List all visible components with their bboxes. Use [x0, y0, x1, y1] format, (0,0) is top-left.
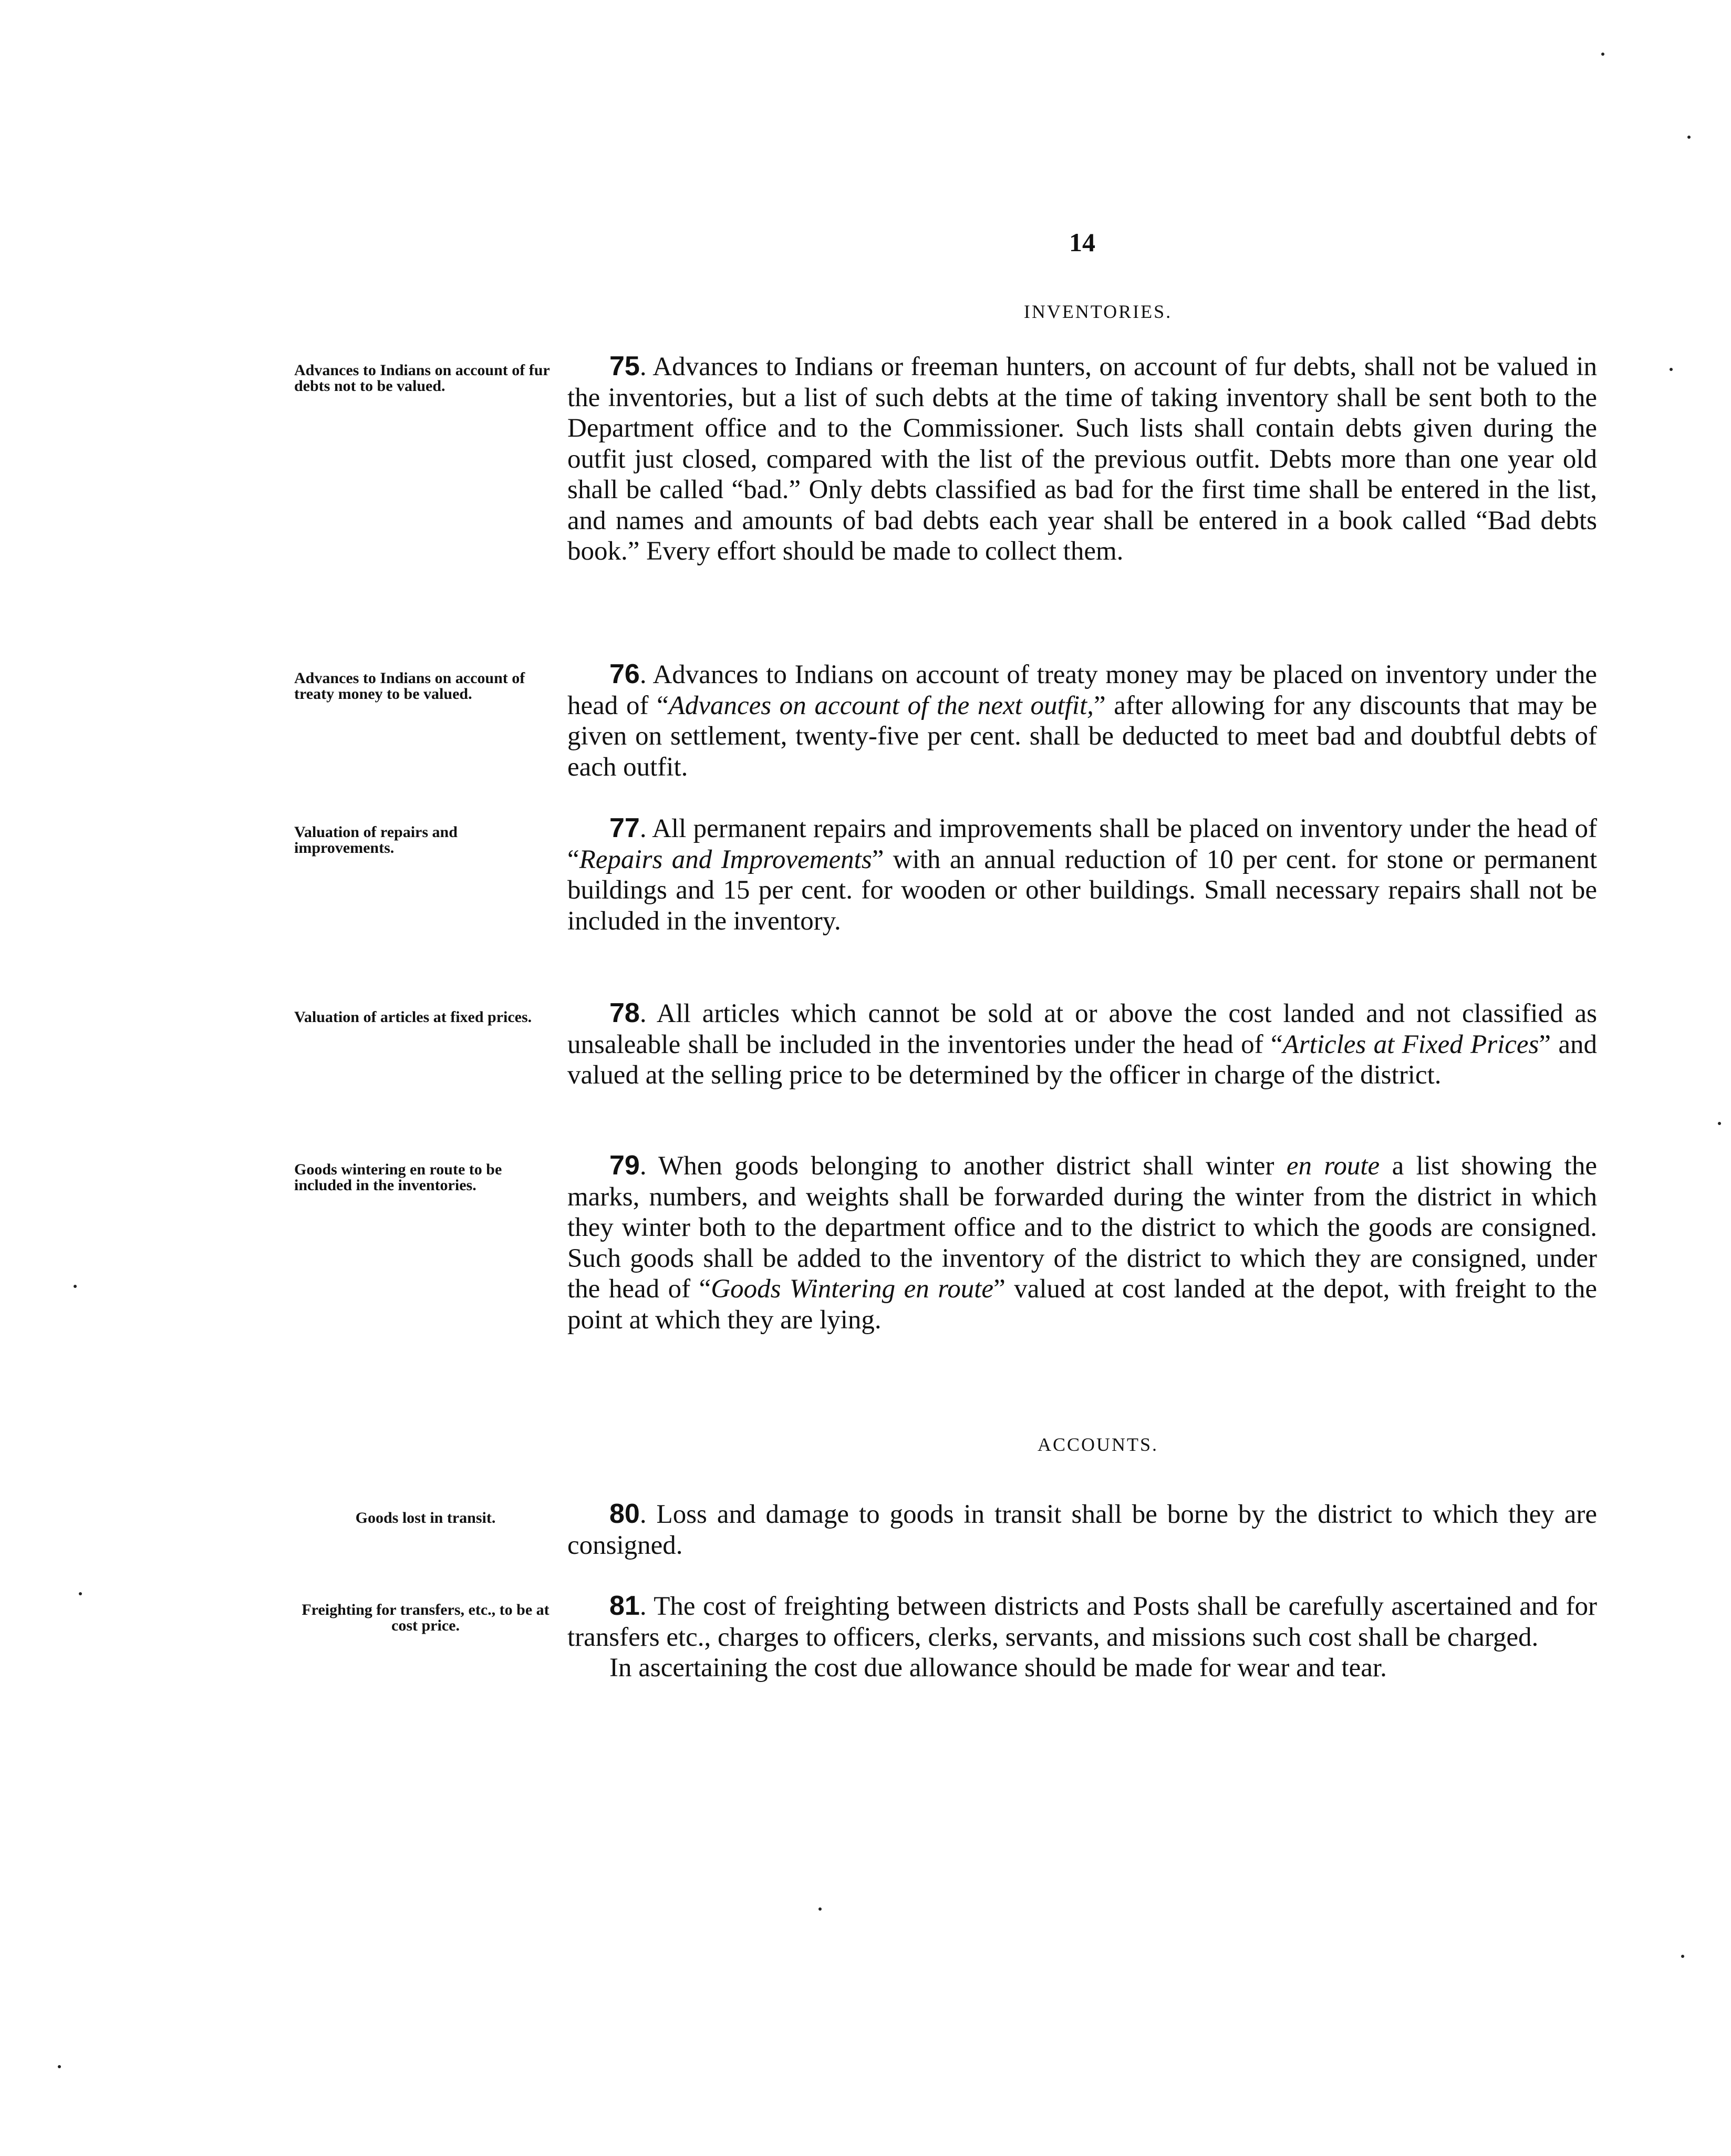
body-77	[567, 813, 1597, 936]
text-79-d: Goods Wintering en route	[711, 1274, 994, 1304]
section-number-77: 77	[609, 813, 640, 843]
text-75-a: . Advances to Indians or freeman hunters, on account of fur debts, shall not be valued in the inventories, but a list of such debts at the time of taking inventory shall be sent both to the Department office and to the Commissioner. Such lists shall contain debts given during the outfit just closed, compared with the list of the previous outfit. Debts more than one year old shall be called “bad.” Only debts classified as bad for the first time shall be entered in the list, and names and amounts of bad debts each year shall be entered in a book called “Bad debts book.” Every effort should be made to collect them.	[567, 352, 1597, 566]
scan-speck	[1681, 1955, 1684, 1958]
text-76-a: . Advances to Indians on account of treaty money may be placed on inventory under the head of “	[567, 660, 1597, 720]
paragraph-79	[567, 1150, 1597, 1335]
scan-speck	[1718, 1122, 1721, 1125]
text-76-c: ” after allowing for any discounts that may be given on settlement, twenty-five per cent. shall be deducted to meet bad and doubtful debts of each outfit.	[567, 690, 1597, 782]
section-number-80: 80	[609, 1499, 640, 1529]
section-number-79: 79	[609, 1150, 640, 1181]
text-78-c: ” and valued at the selling price to be determined by the officer in charge of the district.	[567, 1029, 1597, 1090]
sidenote-77: Valuation of repairs and improvements.	[294, 823, 458, 857]
text-78-b: Articles at Fixed Prices	[1282, 1029, 1539, 1059]
scan-speck	[818, 1907, 822, 1911]
body-78	[567, 998, 1597, 1091]
sidenote-80: Goods lost in transit.	[355, 1509, 496, 1526]
text-81-a: . The cost of freighting between districts and Posts shall be carefully ascertained and for transfers etc., charges to officers, clerks, servants, and missions such cost shall be charged.	[567, 1592, 1597, 1652]
section-heading-accounts: ACCOUNTS.	[1037, 1434, 1159, 1455]
scan-speck	[74, 1285, 77, 1288]
sidenote-75: Advances to Indians on account of fur debts not to be valued.	[294, 362, 550, 395]
paragraph-81-continuation: In ascertaining the cost due allowance should be made for wear and tear.	[609, 1653, 1387, 1683]
scan-speck	[1670, 368, 1673, 371]
text-79-e: ” valued at cost landed at the depot, with freight to the point at which they are lying.	[567, 1274, 1597, 1335]
text-79-b: en route	[1286, 1151, 1380, 1181]
section-number-81: 81	[609, 1591, 640, 1621]
text-76-b: Advances on account of the next outfit,	[668, 690, 1094, 720]
body-75	[567, 351, 1597, 567]
text-77-c: ” with an annual reduction of 10 per cent. for stone or permanent buildings and 15 per cent. for wooden or other buildings. Small necessary repairs shall not be included in the inventory.	[567, 844, 1597, 936]
sidenote-81: Freighting for transfers, etc., to be at cost price.	[302, 1601, 550, 1634]
section-number-76: 76	[609, 659, 640, 689]
paragraph-77	[567, 813, 1597, 936]
body-81	[567, 1591, 1597, 1684]
sidenote-78: Valuation of articles at fixed prices.	[294, 1008, 532, 1026]
paragraph-75	[567, 351, 1597, 567]
scan-speck	[1601, 53, 1604, 56]
paragraph-80	[567, 1499, 1597, 1561]
section-number-75: 75	[609, 351, 640, 381]
section-heading-inventories: INVENTORIES.	[1023, 301, 1173, 322]
section-number-78: 78	[609, 998, 640, 1028]
sidenote-79: Goods wintering en route to be included in the inventories.	[294, 1161, 502, 1194]
scan-speck	[58, 2065, 61, 2068]
scan-speck	[1687, 136, 1691, 139]
body-79	[567, 1150, 1597, 1335]
body-80	[567, 1499, 1597, 1561]
body-76	[567, 659, 1597, 782]
paragraph-76	[567, 659, 1597, 782]
text-77-b: Repairs and Improvements	[579, 844, 872, 874]
paragraph-78	[567, 998, 1597, 1091]
paragraph-81	[567, 1591, 1597, 1653]
text-78-a: . All articles which cannot be sold at or above the cost landed and not classified as unsaleable shall be included in the inventories under the head of “	[567, 999, 1597, 1059]
text-77-a: . All permanent repairs and improvements shall be placed on inventory under the head of “	[567, 814, 1597, 874]
scan-speck	[79, 1592, 82, 1595]
page-number: 14	[1069, 228, 1095, 257]
text-79-a: . When goods belonging to another district shall winter	[639, 1151, 1287, 1181]
text-79-c: a list showing the marks, numbers, and weights shall be forwarded during the winter from the district in which they winter both to the department office and to the district to which the goods are consigned. Such goods shall be added to the inventory of the district to which they are consigned, under the head of “	[567, 1151, 1597, 1304]
sidenote-76: Advances to Indians on account of treaty money to be valued.	[294, 669, 525, 703]
text-80-a: . Loss and damage to goods in transit shall be borne by the district to which they are consigned.	[567, 1500, 1597, 1560]
